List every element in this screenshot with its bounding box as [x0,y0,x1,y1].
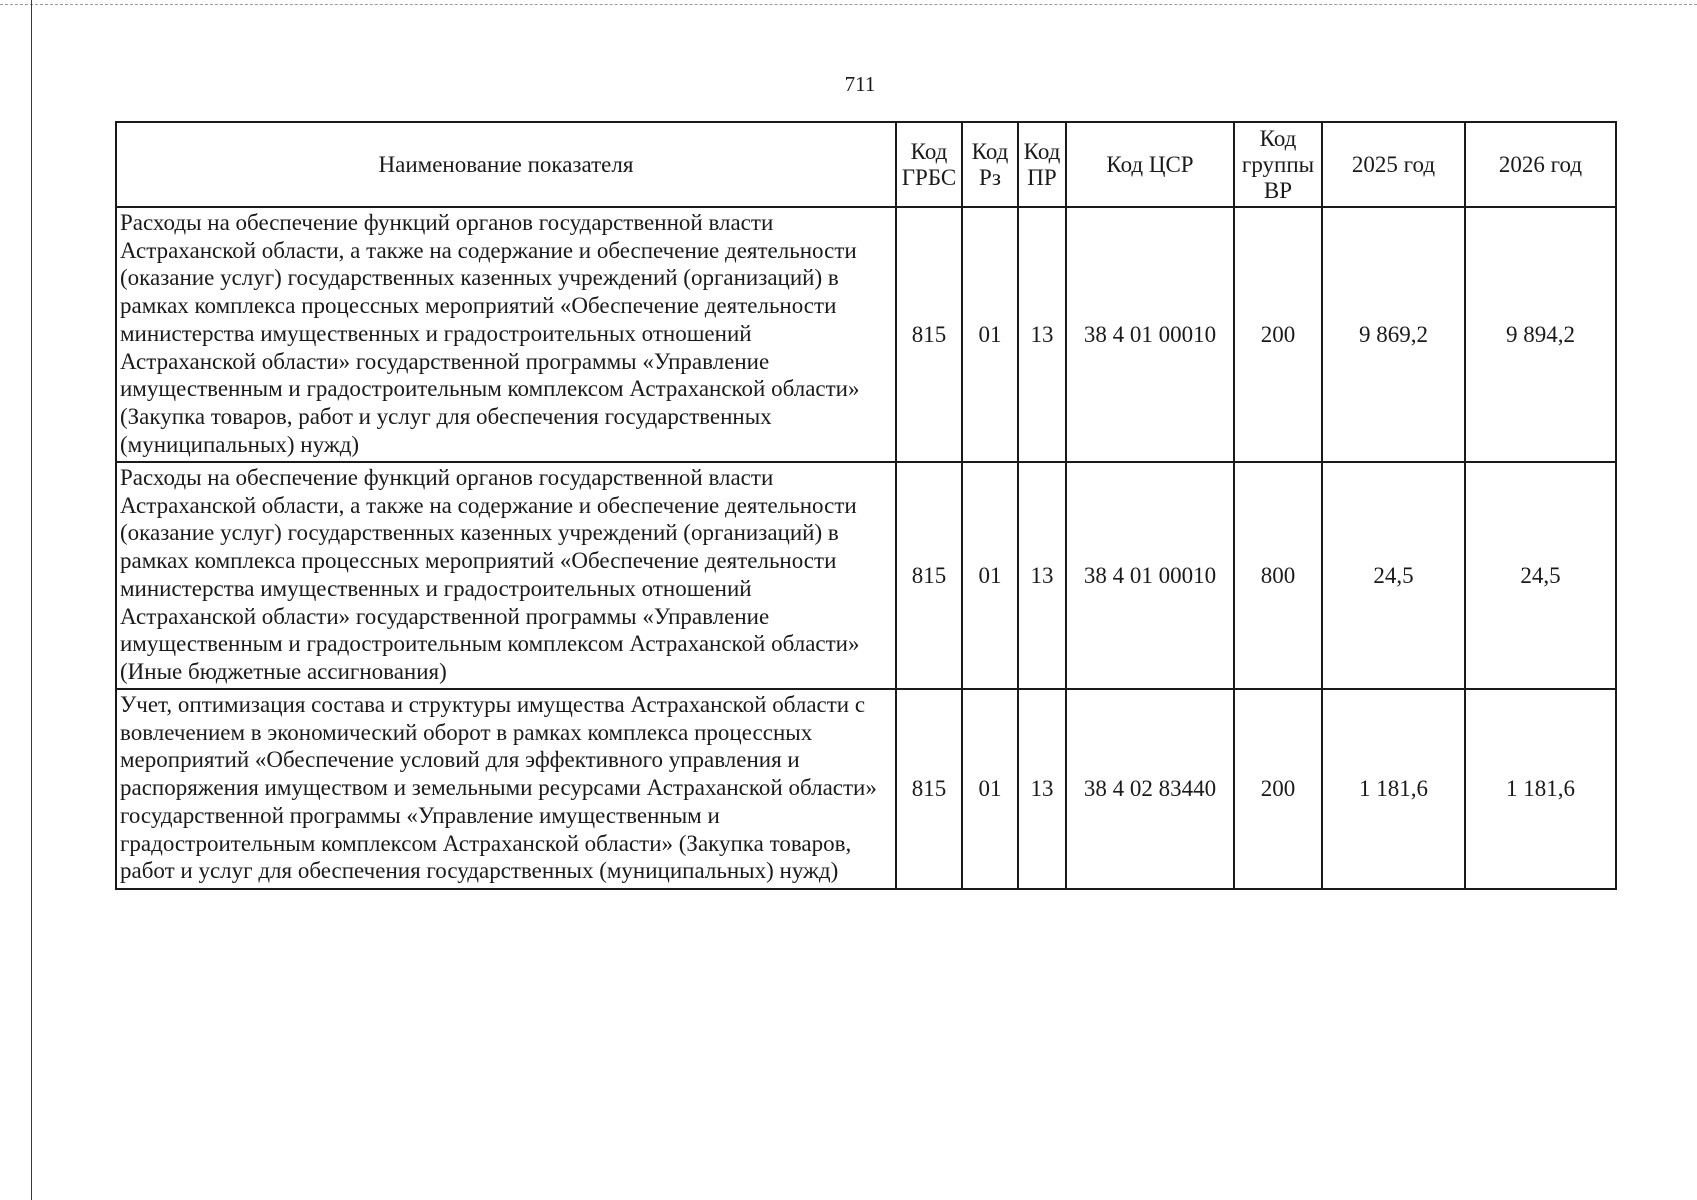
cell-vr: 800 [1234,462,1322,689]
header-pr: Код ПР [1018,122,1066,207]
table-row [116,462,1616,689]
cell-vr: 200 [1234,689,1322,889]
cell-csr: 38 4 01 00010 [1066,462,1234,689]
cell-rz: 01 [962,207,1018,462]
cell-pr: 13 [1018,689,1066,889]
cell-2026: 24,5 [1465,462,1616,689]
table-row [116,207,1616,462]
cell-2025: 9 869,2 [1322,207,1465,462]
cell-2026: 9 894,2 [1465,207,1616,462]
header-2026: 2026 год [1465,122,1616,207]
cell-grbs: 815 [896,689,962,889]
header-name: Наименование показателя [116,122,896,207]
cell-name: Расходы на обеспечение функций органов государственной власти Астраханской области, а также на содержание и обеспечение деятельности (оказание услуг) государственных казенных учреждений (организаций) в рамках комплекса процессных мероприятий «Обеспечение деятельности министерства имущественных и градостроительных отношений Астраханской области» государственной программы «Управление имущественным и градостроительным комплексом Астраханской области» (Иные бюджетные ассигнования) [116,462,896,689]
cell-name: Расходы на обеспечение функций органов государственной власти Астраханской области, а также на содержание и обеспечение деятельности (оказание услуг) государственных казенных учреждений (организаций) в рамках комплекса процессных мероприятий «Обеспечение деятельности министерства имущественных и градостроительных отношений Астраханской области» государственной программы «Управление имущественным и градостроительным комплексом Астраханской области» (Закупка товаров, работ и услуг для обеспечения государственных (муниципальных) нужд) [116,207,896,462]
cell-2026: 1 181,6 [1465,689,1616,889]
header-vr: Код группы ВР [1234,122,1322,207]
cell-csr: 38 4 02 83440 [1066,689,1234,889]
cell-vr: 200 [1234,207,1322,462]
header-2025: 2025 год [1322,122,1465,207]
header-grbs: Код ГРБС [896,122,962,207]
cell-2025: 24,5 [1322,462,1465,689]
header-csr: Код ЦСР [1066,122,1234,207]
cell-pr: 13 [1018,207,1066,462]
scan-left-edge [31,0,32,1200]
cell-pr: 13 [1018,462,1066,689]
cell-rz: 01 [962,689,1018,889]
scan-top-edge [0,4,1697,5]
header-rz: Код Рз [962,122,1018,207]
cell-grbs: 815 [896,462,962,689]
budget-table [115,121,1617,890]
cell-name: Учет, оптимизация состава и структуры имущества Астраханской области с вовлечением в экономический оборот в рамках комплекса процессных мероприятий «Обеспечение условий для эффективного управления и распоряжения имуществом и земельными ресурсами Астраханской области» государственной программы «Управление имущественным и градостроительным комплексом Астраханской области» (Закупка товаров, работ и услуг для обеспечения государственных (муниципальных) нужд) [116,689,896,889]
cell-rz: 01 [962,462,1018,689]
cell-2025: 1 181,6 [1322,689,1465,889]
cell-grbs: 815 [896,207,962,462]
table-header-row [116,122,1616,207]
page-number: 711 [844,72,876,96]
cell-csr: 38 4 01 00010 [1066,207,1234,462]
table-row [116,689,1616,889]
